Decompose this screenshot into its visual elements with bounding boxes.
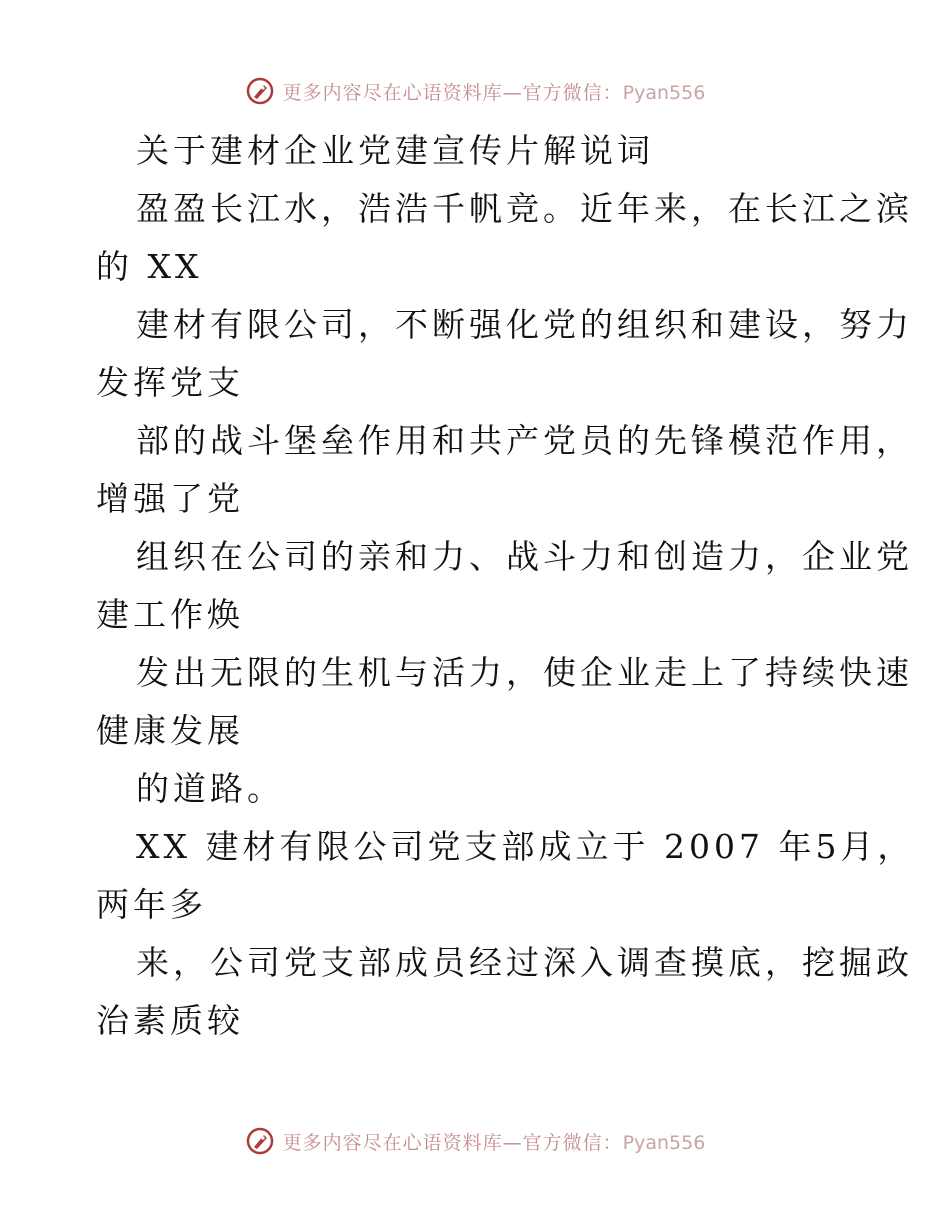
- paragraph-line: 的 XX: [96, 247, 203, 286]
- paragraph-line: XX 建材有限公司党支部成立于 2007 年5月，: [136, 827, 915, 866]
- paragraph-line: 建材有限公司，不断强化党的组织和建设，努力: [136, 305, 913, 344]
- paragraph-line: 部的战斗堡垒作用和共产党员的先锋模范作用，: [136, 421, 913, 460]
- paragraph-line: 的道路。: [136, 769, 284, 808]
- watermark-text: 更多内容尽在心语资料库—官方微信：Pyan556: [282, 81, 706, 104]
- paragraph-line: 组织在公司的亲和力、战斗力和创造力，企业党: [136, 537, 913, 576]
- paragraph-line: 健康发展: [96, 711, 244, 750]
- paragraph-line: 发挥党支: [96, 363, 244, 402]
- document-body: [96, 122, 915, 1050]
- paragraph-line: 来，公司党支部成员经过深入调查摸底，挖掘政: [136, 943, 913, 982]
- footer-watermark: [0, 1121, 950, 1161]
- pen-nib-logo-icon: [245, 1126, 275, 1156]
- paragraph-line: 发出无限的生机与活力，使企业走上了持续快速: [136, 653, 913, 692]
- pen-nib-logo-icon: [245, 76, 275, 106]
- watermark-text: 更多内容尽在心语资料库—官方微信：Pyan556: [282, 1131, 706, 1154]
- header-watermark: [0, 71, 950, 111]
- paragraph-line: 治素质较: [96, 1001, 244, 1040]
- document-title: 关于建材企业党建宣传片解说词: [136, 131, 654, 170]
- paragraph-line: 建工作焕: [96, 595, 244, 634]
- paragraph-line: 两年多: [96, 885, 207, 924]
- paragraph-line: 增强了党: [96, 479, 244, 518]
- paragraph-line: 盈盈长江水，浩浩千帆竞。近年来，在长江之滨: [136, 189, 913, 228]
